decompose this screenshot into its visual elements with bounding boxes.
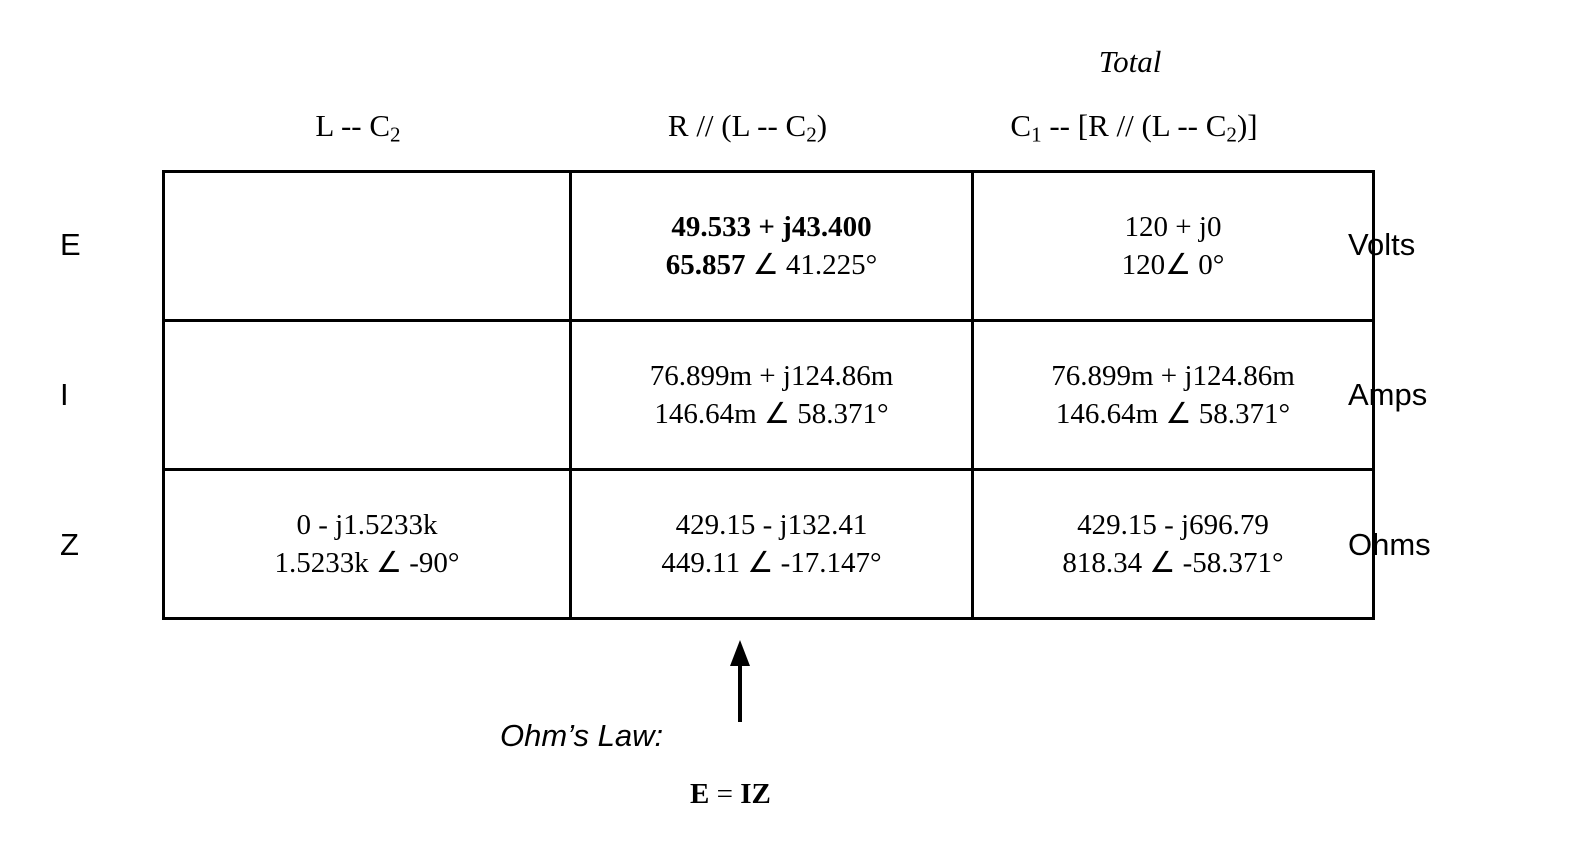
cell-polar: 146.64m ∠ 58.371° — [1055, 398, 1291, 430]
unit-label-amps: Amps — [1348, 377, 1428, 412]
cell-rectangular: 120 + j0 — [1124, 210, 1222, 243]
cell-polar: 449.11 ∠ -17.147° — [661, 547, 882, 579]
cell-e-l-c2 — [164, 172, 571, 321]
cell-rectangular: 76.899m + j124.86m — [1051, 359, 1295, 392]
column-header-l-c2: L -- $C_2$ — [315, 108, 401, 147]
analysis-table — [162, 170, 1327, 620]
cell-i-total — [973, 321, 1374, 470]
cell-e-total — [973, 172, 1374, 321]
table-row — [164, 172, 1374, 321]
formula-equals: = — [709, 778, 741, 810]
cell-polar: 1.5233k ∠ -90° — [274, 547, 460, 579]
column-header-total: $C_1 -- [R // (L -- C_2)]$ — [1010, 108, 1258, 147]
cell-e-r-parallel — [571, 172, 973, 321]
ohms-law-caption: Ohm’s Law: — [500, 718, 664, 753]
cell-z-r-parallel — [571, 470, 973, 619]
formula-term-e: E — [690, 778, 710, 810]
cell-rectangular: 76.899m + j124.86m — [649, 359, 894, 392]
cell-z-l-c2 — [164, 470, 571, 619]
arrow-up-icon — [727, 640, 753, 722]
cell-z-total — [973, 470, 1374, 619]
row-label-e: E — [60, 227, 81, 262]
row-label-column — [60, 170, 156, 620]
formula-term-iz: IZ — [740, 778, 771, 810]
cell-rectangular: 429.15 - j132.41 — [675, 508, 868, 541]
unit-label-volts: Volts — [1348, 227, 1416, 262]
table-row — [164, 470, 1374, 619]
cell-i-l-c2 — [164, 321, 571, 470]
row-label-i: I — [60, 377, 69, 412]
cell-polar: 65.857 ∠ 41.225° — [665, 249, 878, 281]
cell-polar: 120∠ 0° — [1121, 249, 1225, 281]
cell-rectangular: 49.533 + j43.400 — [671, 210, 872, 243]
cell-rectangular: 429.15 - j696.79 — [1077, 508, 1269, 541]
unit-label-ohms: Ohms — [1348, 527, 1431, 562]
column-header-row — [162, 108, 1327, 147]
unit-label-column — [1348, 170, 1548, 620]
cell-i-r-parallel — [571, 321, 973, 470]
total-column-label: Total — [1098, 44, 1162, 79]
cell-rectangular: 0 - j1.5233k — [296, 508, 438, 541]
cell-polar: 818.34 ∠ -58.371° — [1062, 547, 1284, 579]
table-row — [164, 321, 1374, 470]
row-label-z: Z — [60, 527, 79, 562]
ohms-law-formula — [690, 778, 771, 811]
column-header-r-parallel-l-c2: R // $(L -- C_2)$ — [667, 108, 828, 147]
cell-polar: 146.64m ∠ 58.371° — [654, 398, 889, 430]
